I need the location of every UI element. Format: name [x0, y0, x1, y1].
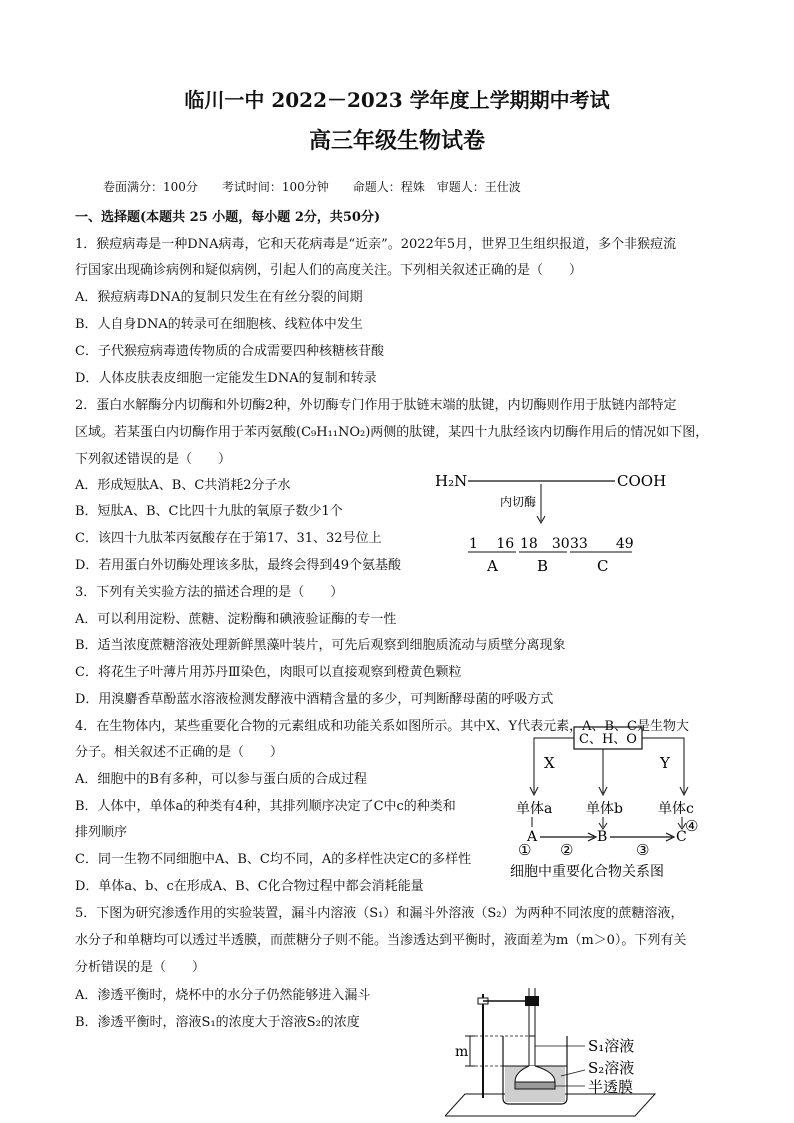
x-label: X	[544, 754, 555, 772]
macromolecule-c: C	[676, 829, 687, 845]
q5-option-a: A．渗透平衡时，烧杯中的水分子仍然能够进入漏斗	[75, 988, 371, 1003]
step-4: ④	[685, 817, 699, 835]
m-label: m	[455, 1044, 469, 1060]
q1-stem-line1: 1．猴痘病毒是一种DNA病毒，它和天花病毒是“近亲”。2022年5月，世界卫生组织报道，多个非猴痘流	[75, 237, 677, 252]
q1-option-b: B．人自身DNA的转录可在细胞核、线粒体中发生	[75, 317, 363, 332]
q1-option-d: D．人体皮肤表皮细胞一定能发生DNA的复制和转录	[75, 371, 377, 386]
diagram-caption: 细胞中重要化合物关系图	[510, 864, 664, 880]
q5-stem-line2: 水分子和单糖均可以透过半透膜，而蔗糖分子则不能。当渗透达到平衡时，液面差为m（m＞0）。下列有关	[75, 933, 687, 948]
section-heading: 一、选择题(本题共 25 小题，每小题 2分，共50分)	[75, 210, 381, 225]
segment-b-label: B	[537, 557, 549, 575]
q3-option-c: C．将花生子叶薄片用苏丹Ⅲ染色，肉眼可以直接观察到橙黄色颗粒	[75, 665, 462, 680]
monomer-a: 单体a	[516, 801, 553, 817]
macromolecule-b: B	[597, 829, 608, 845]
q5-stem-line1: 5．下图为研究渗透作用的实验装置，漏斗内溶液（S₁）和漏斗外溶液（S₂）为两种不同浓度的蔗糖溶液，	[75, 906, 684, 921]
membrane-label: 半透膜	[588, 1078, 634, 1096]
q3-stem: 3．下列有关实验方法的描述合理的是（ ）	[75, 585, 344, 600]
osmosis-apparatus-diagram	[445, 986, 675, 1122]
monomer-b: 单体b	[586, 801, 623, 817]
step-3: ③	[636, 841, 650, 859]
q3-option-a: A．可以利用淀粉、蔗糖、淀粉酶和碘液验证酶的专一性	[75, 612, 397, 627]
macromolecule-a: A	[527, 829, 538, 845]
q3-option-d: D．用溴麝香草酚蓝水溶液检测发酵液中酒精含量的多少，可判断酵母菌的呼吸方式	[75, 692, 554, 707]
q4-stem-line1: 4．在生物体内，某些重要化合物的元素组成和功能关系如图所示。其中X、Y代表元素，A、B、C是生物大	[75, 719, 689, 734]
segment-b-range: 18 30	[520, 536, 570, 552]
q4-option-b-line1: B．人体中，单体a的种类有4种，其排列顺序决定了C中c的种类和	[75, 799, 456, 814]
s2-label: S₂溶液	[588, 1059, 635, 1077]
segment-a-label: A	[487, 557, 498, 575]
enzyme-label: 内切酶	[500, 495, 537, 509]
segment-c-label: C	[597, 557, 609, 575]
segment-a-range: 1 16	[469, 536, 515, 552]
clamp-holder	[525, 996, 539, 1006]
step-1: ①	[518, 841, 532, 859]
q1-option-a: A．猴痘病毒DNA的复制只发生在有丝分裂的间期	[75, 290, 363, 305]
semipermeable-membrane	[515, 1082, 555, 1089]
y-label: Y	[660, 754, 670, 772]
q2-option-a: A．形成短肽A、B、C共消耗2分子水	[75, 478, 291, 493]
peptide-diagram	[430, 466, 680, 578]
q1-option-c: C．子代猴痘病毒遗传物质的合成需要四种核糖核苷酸	[75, 344, 384, 359]
q5-stem-line3: 分析错误的是（ ）	[75, 960, 206, 975]
school-title: 临川一中 2022－2023 学年度上学期期中考试	[184, 88, 610, 112]
q4-option-a: A．细胞中的B有多种，可以参与蛋白质的合成过程	[75, 772, 367, 787]
exam-title: 高三年级生物试卷	[308, 128, 485, 154]
compound-relation-diagram	[508, 723, 708, 883]
cho-label: C、H、O	[579, 732, 637, 747]
cooh-label: COOH	[617, 472, 667, 490]
q2-option-c: C．该四十九肽苯丙氨酸存在于第17、31、32号位上	[75, 531, 382, 546]
segment-c-range: 33 49	[570, 536, 634, 552]
q2-option-d: D．若用蛋白外切酶处理该多肽，最终会得到49个氨基酸	[75, 558, 401, 573]
exam-meta: 卷面满分：100分 考试时间：100分钟 命题人：程姝 审题人：王仕波	[103, 180, 521, 194]
monomer-c: 单体c	[658, 801, 694, 817]
q2-stem-line3: 下列叙述错误的是（ ）	[75, 452, 232, 467]
q5-option-b: B．渗透平衡时，溶液S₁的浓度大于溶液S₂的浓度	[75, 1015, 360, 1030]
q4-stem-line2: 分子。相关叙述不正确的是（ ）	[75, 745, 284, 760]
q4-option-c: C．同一生物不同细胞中A、B、C均不同，A的多样性决定C的多样性	[75, 852, 472, 867]
q4-option-b-line2: 排列顺序	[75, 825, 128, 840]
q2-stem-line2: 区域。若某蛋白内切酶作用于苯丙氨酸(C₉H₁₁NO₂)两侧的肽键，某四十九肽经该内切酶作用后的情况如下图，	[75, 425, 709, 440]
q2-stem-line1: 2．蛋白水解酶分内切酶和外切酶2种，外切酶专门作用于肽链末端的肽键，内切酶则作用于肽链内部特定	[75, 398, 677, 413]
q2-option-b: B．短肽A、B、C比四十九肽的氧原子数少1个	[75, 504, 343, 519]
s1-label: S₁溶液	[588, 1037, 635, 1055]
step-2: ②	[560, 841, 574, 859]
h2n-label: H₂N	[435, 472, 468, 490]
q4-option-d: D．单体a、b、c在形成A、B、C化合物过程中都会消耗能量	[75, 879, 424, 894]
q1-stem-line2: 行国家出现确诊病例和疑似病例，引起人们的高度关注。下列相关叙述正确的是（ ）	[75, 263, 583, 278]
q3-option-b: B．适当浓度蔗糖溶液处理新鲜黑藻叶装片，可先后观察到细胞质流动与质壁分离现象	[75, 638, 566, 653]
